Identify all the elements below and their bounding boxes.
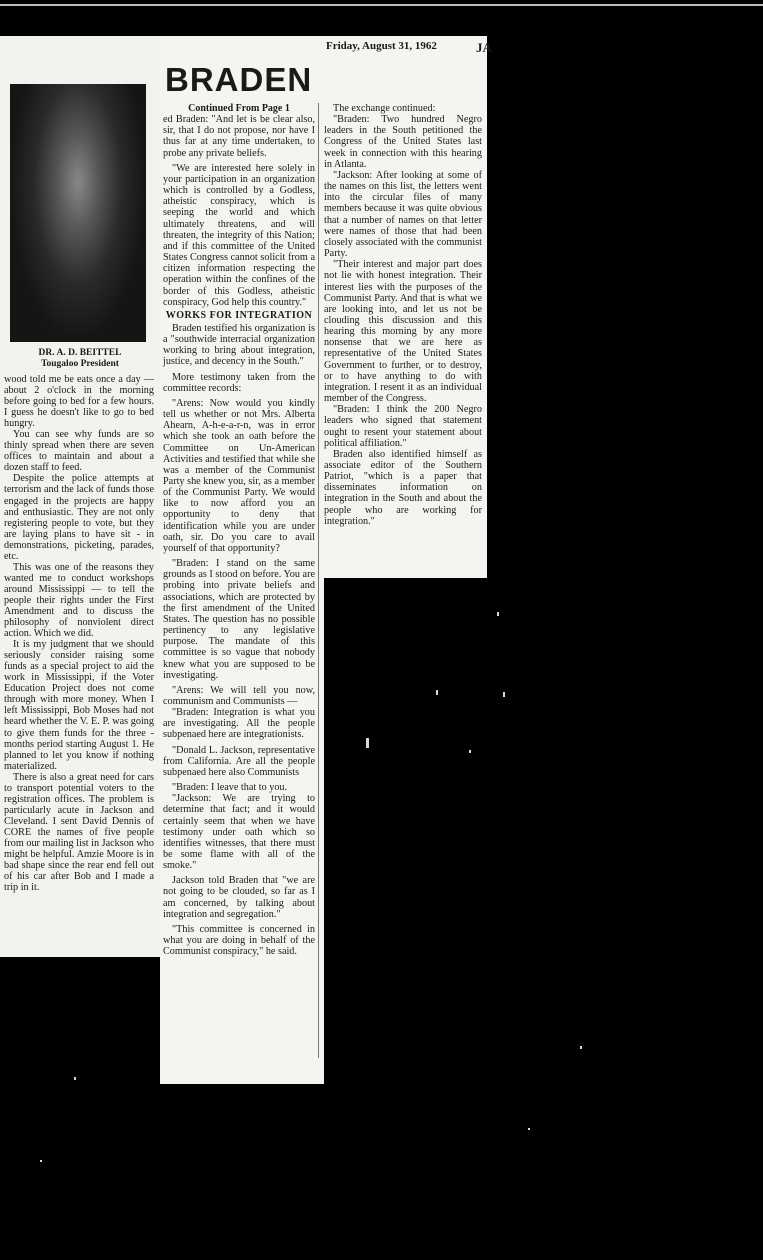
scan-speck bbox=[436, 690, 438, 695]
article-paragraph: Braden also identified himself as associate editor of the Southern Patriot, "which is a paper that disseminates information on integration in the South and about the people who are working for integration." bbox=[324, 448, 482, 527]
article-paragraph: This was one of the reasons they wanted me to conduct workshops around Mississippi — to tell the people their rights under the First Amendment and to discuss the philosophy of nonviolent direct action. Which we did. bbox=[4, 561, 154, 640]
scan-top-edge bbox=[0, 4, 763, 6]
article-paragraph: It is my judgment that we should seriously consider raising some funds as a special project to aid the work in Mississippi, if the Voter Education Project does not come through with more money. When I left Mississippi, Bob Moses had not heard whether the V. E. P. was going to give them funds for the three - months period starting August 1. He planned to let you know if nothing materialized. bbox=[4, 639, 154, 772]
article-paragraph: "Braden: I stand on the same grounds as I stood on before. You are probing into private beliefs and associations, which are protected by the first amendment of the United States. The question has no possible pertinency to any legislative purpose. The mandate of this committee is so vague that nobody knew what you are supposed to be investigating. bbox=[163, 558, 315, 681]
caption-name: DR. A. D. BEITTEL bbox=[38, 348, 122, 358]
article-paragraph: ed Braden: "And let is be clear also, sir, that I do not propose, nor have I thus far at any time undertaken, to probe any private beliefs. bbox=[163, 114, 315, 159]
column-rule bbox=[318, 103, 319, 1058]
scan-speck bbox=[497, 612, 499, 616]
dateline-month-fragment: JA bbox=[476, 40, 492, 55]
middle-article-column bbox=[163, 103, 315, 957]
subheading: WORKS FOR INTEGRATION bbox=[165, 309, 313, 321]
scan-speck bbox=[469, 750, 471, 753]
article-paragraph: Jackson told Braden that "we are not going to be clouded, so far as I am concerned, by talking about integration and segregation." bbox=[163, 875, 315, 920]
article-paragraph: There is also a great need for cars to transport potential voters to the registration offices. The problem is particularly acute in Jackson and Cleveland. I sent David Dennis of CORE the names of five people from our mailing list in Jackson who might be helpful. Amzie Moore is in bad shape since the rear end fell out of his car after Bob and I made a trip in it. bbox=[4, 771, 154, 894]
article-paragraph: "Arens: We will tell you now, communism and Communists — bbox=[163, 684, 315, 707]
scan-speck bbox=[580, 1046, 582, 1049]
article-paragraph: You can see why funds are so thinly spread when there are seven offices to maintain and about a dozen staff to feed. bbox=[4, 429, 154, 474]
article-paragraph: "Braden: I think the 200 Negro leaders who signed that statement ought to resent your statement about political affiliation." bbox=[324, 404, 482, 449]
photo-caption bbox=[6, 348, 154, 370]
scan-speck bbox=[528, 1128, 530, 1130]
right-article-column bbox=[324, 103, 482, 527]
continued-from-label: Continued From Page 1 bbox=[188, 103, 290, 114]
article-paragraph: "This committee is concerned in what you are doing in behalf of the Communist conspiracy," he said. bbox=[163, 923, 315, 958]
article-paragraph: Despite the police attempts at terrorism and the lack of funds those engaged in the projects are happy and enthusiastic. They are not only registering people to vote, but they are laying plans to have sit - in demonstrations, picketing, parades, etc. bbox=[4, 473, 154, 562]
article-paragraph: "Braden: Integration is what you are investigating. All the people subpenaed here are integrationists. bbox=[163, 707, 315, 741]
article-paragraph: More testimony taken from the committee records: bbox=[163, 371, 315, 394]
left-clipping bbox=[0, 36, 160, 957]
article-paragraph: "Braden: I leave that to you. bbox=[172, 782, 288, 794]
article-paragraph: "Arens: Now would you kindly tell us whether or not Mrs. Alberta Ahearn, A-h-e-a-r-n, was in error which she took an oath before the Committee on Un-American Activities and testified that while she was a member of the Communist Party she knew you, sir, as a member of the Communist Party. We would like to now afford you an opportunity to deny that identification while you are under oath, sir. Do you care to avail yourself of that opportunity? bbox=[163, 397, 315, 554]
article-paragraph: "Donald L. Jackson, representative from California. Are all the people subpenaed here also Communists bbox=[163, 744, 315, 778]
headline: BRADEN bbox=[165, 61, 313, 98]
left-article-text bbox=[4, 374, 154, 893]
scan-speck bbox=[366, 738, 369, 748]
scan-speck bbox=[503, 692, 505, 697]
scan-speck bbox=[40, 1160, 42, 1162]
dateline: Friday, August 31, 1962 bbox=[326, 40, 437, 52]
article-paragraph: Braden testified his organization is a "southwide interracial organization working to bring about integration, justice, and decency in the South." bbox=[163, 322, 315, 368]
article-paragraph: "Braden: Two hundred Negro leaders in the South petitioned the Congress of the United States last week in connection with this hearing in Atlanta. bbox=[324, 114, 482, 170]
article-paragraph: wood told me be eats once a day — about 2 o'clock in the morning before going to bed for a few hours. I guess he doesn't like to go to bed hungry. bbox=[4, 374, 154, 430]
article-paragraph: "We are interested here solely in your participation in an organization which is controlled by a Godless, atheistic conspiracy, which is seeping the world and which ultimately threatens, and will threaten, the integrity of this Nation; and if this committee of the United States Congress cannot solicit from a citizen information respecting the operation within the confines of the border of this Godless, atheistic conspiracy, God help this country." bbox=[163, 162, 315, 308]
article-paragraph: "Their interest and major part does not lie with honest integration. Their interest lies with the purposes of the Communist Party. And that is what we are looking into, and let us not be clouding this discussion and this hearing this morning by any more nonsense that we are here as representative of the United States Government to further, or to destroy, or to have anything to do with integration. I resent it as an individual member of the Congress. bbox=[324, 259, 482, 405]
blank-scan-area bbox=[324, 578, 487, 1084]
article-paragraph: The exchange continued: bbox=[333, 103, 436, 114]
scan-speck bbox=[74, 1077, 76, 1080]
article-paragraph: "Jackson: We are trying to determine that fact; and it would certainly seem that when we have testimony under oath which so identifies witnesses, that there must be some flame with all of the smoke." bbox=[163, 793, 315, 872]
article-paragraph: "Jackson: After looking at some of the names on this list, the letters went into the circular files of many members because it was quite obvious that a number of names on that letter were names of those that had been closely associated with the communist Party. bbox=[324, 169, 482, 260]
caption-title: Tougaloo President bbox=[41, 359, 119, 369]
portrait-photo bbox=[10, 84, 146, 342]
